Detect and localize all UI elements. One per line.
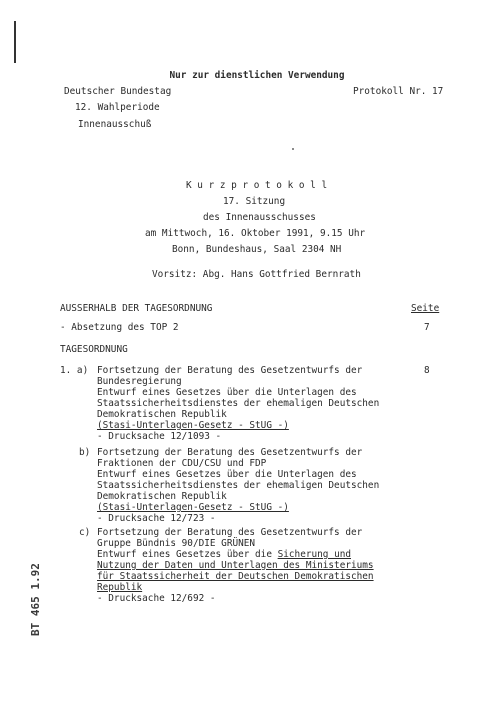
item-b-document-ref: - Drucksache 12/723 - — [97, 513, 216, 524]
item-a-short-title: (Stasi-Unterlagen-Gesetz - StUG -) — [97, 420, 289, 431]
committee-name: Innenausschuß — [78, 119, 152, 130]
item-b-line: Fraktionen der CDU/CSU und FDP — [97, 458, 267, 469]
item-c-line-3-plain: Entwurf eines Gesetzes über die — [97, 549, 278, 560]
agenda-item-number: 1. a) — [60, 365, 89, 376]
protocol-number: Protokoll Nr. 17 — [353, 86, 444, 97]
classification-line: Nur zur dienstlichen Verwendung — [169, 70, 345, 81]
committee-genitive: des Innenausschusses — [203, 212, 316, 223]
outside-agenda-heading: AUSSERHALB DER TAGESORDNUNG — [60, 303, 213, 314]
outside-agenda-item-page: 7 — [424, 322, 430, 333]
item-b-short-title: (Stasi-Unterlagen-Gesetz - StUG -) — [97, 502, 289, 513]
item-c-line-3-underlined: Sicherung und — [277, 549, 351, 560]
item-b-line: Staatssicherheitsdienstes der ehemaligen Deutschen — [97, 480, 380, 491]
item-b-line: Entwurf eines Gesetzes über die Unterlagen des — [97, 469, 357, 480]
item-b-line: Demokratischen Republik — [97, 491, 227, 502]
session-number: 17. Sitzung — [223, 196, 286, 207]
item-a-line: Staatssicherheitsdienstes der ehemaligen Deutschen — [97, 398, 380, 409]
archive-stamp: BT 465 1.92 — [29, 563, 42, 636]
item-a-line: Fortsetzung der Beratung des Gesetzentwurfs der — [97, 365, 363, 376]
item-c-line-3 — [97, 549, 351, 560]
item-c-line: Fortsetzung der Beratung des Gesetzentwurfs der — [97, 527, 363, 538]
item-a-line: Demokratischen Republik — [97, 409, 227, 420]
institution-name: Deutscher Bundestag — [64, 86, 172, 97]
item-c-title-line: für Staatssicherheit der Deutschen Demokratischen — [97, 571, 374, 582]
chair-person: Vorsitz: Abg. Hans Gottfried Bernrath — [152, 269, 361, 280]
agenda-item-b-label: b) — [79, 447, 91, 458]
agenda-item-c-label: c) — [79, 527, 91, 538]
outside-agenda-item: - Absetzung des TOP 2 — [60, 322, 179, 333]
item-c-line: Gruppe Bündnis 90/DIE GRÜNEN — [97, 538, 256, 549]
meeting-datetime: am Mittwoch, 16. Oktober 1991, 9.15 Uhr — [145, 228, 366, 239]
item-c-title-line: Republik — [97, 582, 143, 593]
item-a-document-ref: - Drucksache 12/1093 - — [97, 431, 222, 442]
meeting-place: Bonn, Bundeshaus, Saal 2304 NH — [172, 244, 342, 255]
agenda-item-page: 8 — [424, 365, 430, 376]
agenda-heading: TAGESORDNUNG — [60, 344, 128, 355]
legislative-period: 12. Wahlperiode — [75, 102, 160, 113]
item-a-line: Bundesregierung — [97, 376, 182, 387]
document-kind: K u r z p r o t o k o l l — [186, 180, 328, 191]
item-c-title-line: Nutzung der Daten und Unterlagen des Ministeriums — [97, 560, 374, 571]
page-column-heading: Seite — [411, 303, 440, 314]
item-c-document-ref: - Drucksache 12/692 - — [97, 593, 216, 604]
item-b-line: Fortsetzung der Beratung des Gesetzentwurfs der — [97, 447, 363, 458]
item-a-line: Entwurf eines Gesetzes über die Unterlagen des — [97, 387, 357, 398]
scan-speck — [292, 148, 294, 150]
punch-mark — [14, 21, 16, 63]
